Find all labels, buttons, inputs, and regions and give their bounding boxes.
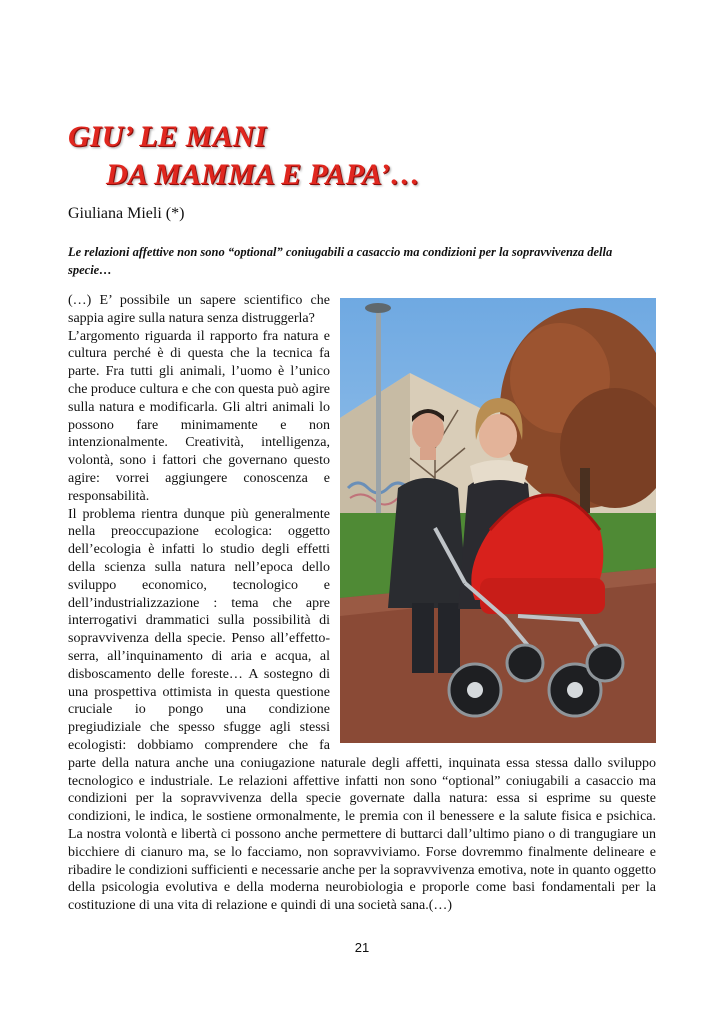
author-name: Giuliana Mieli (*) bbox=[68, 205, 185, 222]
page-number: 21 bbox=[354, 940, 370, 955]
title-line-1: GIU’ LE MANI bbox=[68, 120, 267, 153]
paragraph-3: Il problema rientra dunque più generalmente nella preoccupazione ecologica: oggetto dell’ecologia è infatti lo studio degli effetti della scienza sulla natura nell’epoca dello sviluppo economico, tecnologico e dell’industrializzazione : tema che apre interrogativi drammatici sulla possibilità di sopravvivenza della specie. Penso all’effetto-serra, all’inquinamento di aria e acqua, al disboscamento delle foreste… A sostegno di una prospettiva ottimista in questa questione cruciale io pongo una condizione pregiudiziale che spesso sfugge agli stessi ecologisti: dobbiamo comprendere che fa parte della natura anche una coniugazione naturale degli affetti, inquinata essa stessa dallo sviluppo tecnologico e industriale. Le relazioni affettive infatti non sono “optional” coniugabili a casaccio ma condizioni per la sopravvivenza della specie governate dalla natura: essa si esprime su queste condizioni, le indica, le sostiene ormonalmente, le premia con il benessere e la salute fisica e psichica. La nostra volontà e libertà ci possono anche permettere di buttarci dall’ultimo piano o di trangugiare un bicchiere di cianuro ma, se lo facciamo, non sopravviviamo. Forse dovremmo finalmente delineare e ribadire le condizioni sufficienti e necessarie anche per la sopravvivenza emotiva, note in quanto oggetto della psicologia evolutiva e della moderna neurobiologia e proporle come basi fondamentali per la costituzione di una vita di relazione e quindi di una società sana.(…) bbox=[68, 506, 656, 914]
paragraph-2: L’argomento riguarda il rapporto fra natura e cultura perché è di questa che la tecnica fa parte. Fra tutti gli animali, l’uomo è l’unico che produce cultura e che con questa può agire sulla natura e modificarla. Gli altri animali lo possono fare minimamente e non intenzionalmente. Creatività, intelligenza, volontà, sono i fattori che governano questo agire: vorrei aggiungere conoscenza e responsabilità. bbox=[68, 328, 330, 504]
article-title bbox=[68, 118, 420, 194]
paragraph-1: (…) E’ possibile un sapere scientifico che sappia agire sulla natura senza distruggerla? bbox=[68, 293, 330, 326]
article-body bbox=[68, 292, 656, 915]
title-line-2: DA MAMMA E PAPA’… bbox=[106, 158, 421, 191]
lead-paragraph: Le relazioni affettive non sono “optional” coniugabili a casaccio ma condizioni per la sopravvivenza della specie… bbox=[68, 245, 613, 277]
family-photo bbox=[340, 298, 656, 743]
